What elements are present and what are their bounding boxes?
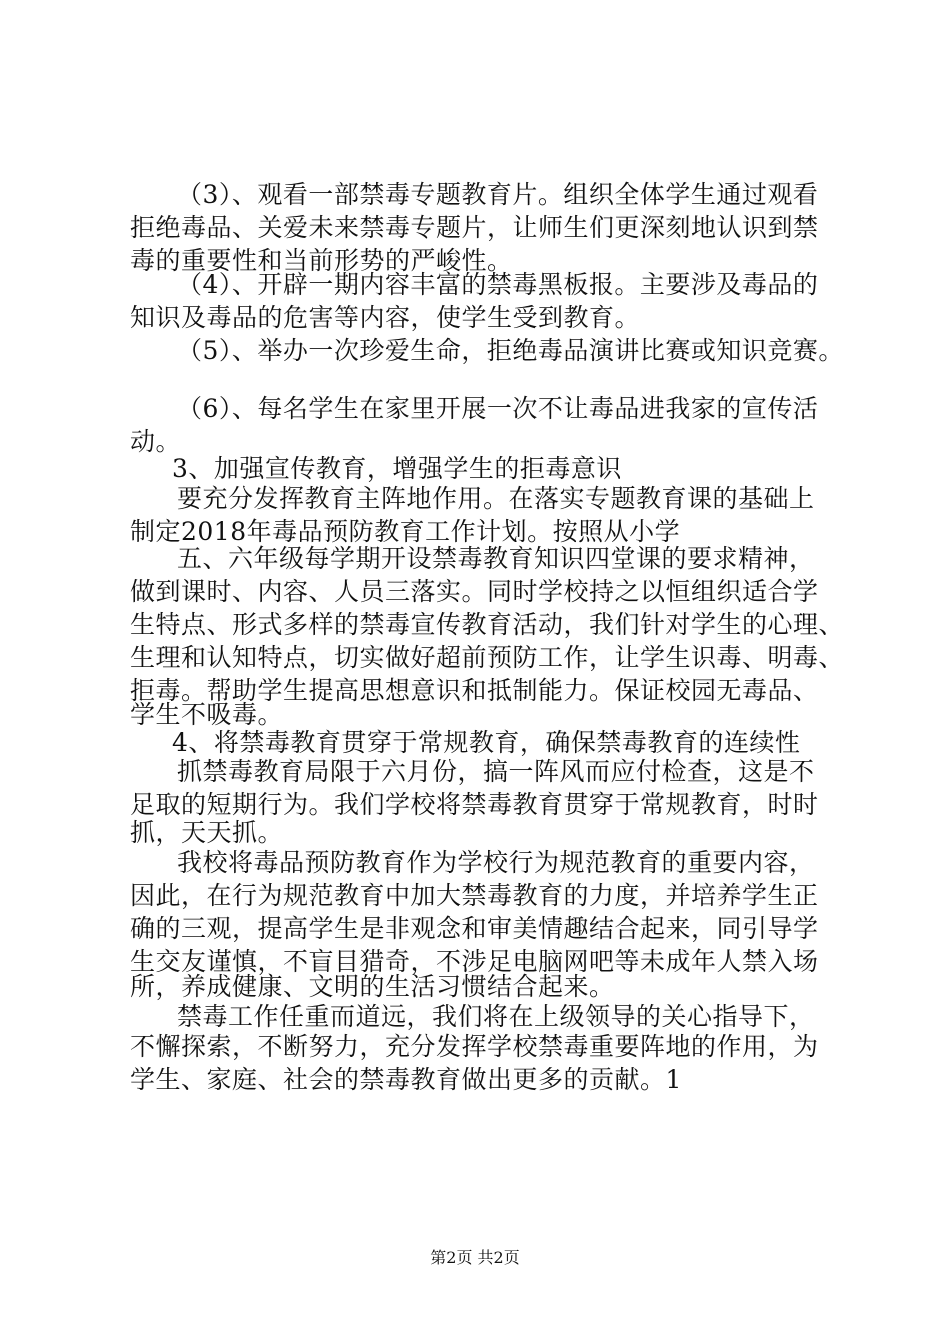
text-line: 生理和认知特点，切实做好超前预防工作，让学生识毒、明毒、 (130, 643, 845, 672)
text-line: 做到课时、内容、人员三落实。同时学校持之以恒组织适合学 (130, 577, 819, 606)
text-line: 因此，在行为规范教育中加大禁毒教育的力度，并培养学生正 (130, 881, 819, 910)
text-line: 确的三观，提高学生是非观念和审美情趣结合起来，同引导学 (130, 914, 819, 943)
text-line: 要充分发挥教育主阵地作用。在落实专题教育课的基础上 (177, 484, 815, 513)
section-heading: 4、将禁毒教育贯穿于常规教育，确保禁毒教育的连续性 (172, 728, 801, 757)
page-footer: 第2页 共2页 (430, 1248, 520, 1267)
text-line: （3）、观看一部禁毒专题教育片。组织全体学生通过观看 (177, 180, 819, 209)
text-line: （5）、举办一次珍爱生命，拒绝毒品演讲比赛或知识竞赛。 (177, 336, 844, 365)
text-line: （6）、每名学生在家里开展一次不让毒品进我家的宣传活 (177, 394, 819, 423)
text-line: 所，养成健康、文明的生活习惯结合起来。 (130, 972, 615, 1001)
text-line: 我校将毒品预防教育作为学校行为规范教育的重要内容， (177, 848, 815, 877)
section-heading: 3、加强宣传教育，增强学生的拒毒意识 (172, 454, 622, 483)
text-line: 抓，天天抓。 (130, 818, 284, 847)
text-line: 拒绝毒品、关爱未来禁毒专题片，让师生们更深刻地认识到禁 (130, 213, 819, 242)
text-line: 生特点、形式多样的禁毒宣传教育活动，我们针对学生的心理、 (130, 610, 845, 639)
text-line: 禁毒工作任重而道远，我们将在上级领导的关心指导下， (177, 1002, 815, 1031)
text-line: （4）、开辟一期内容丰富的禁毒黑板报。主要涉及毒品的 (177, 270, 819, 299)
text-line: 学生不吸毒。 (130, 700, 284, 729)
text-line: 毒的重要性和当前形势的严峻性。 (130, 246, 513, 275)
text-line: 不懈探索，不断努力，充分发挥学校禁毒重要阵地的作用，为 (130, 1032, 819, 1061)
text-line: 制定2018年毒品预防教育工作计划。按照从小学 (130, 517, 681, 546)
text-line: 抓禁毒教育局限于六月份，搞一阵风而应付检查，这是不 (177, 757, 815, 786)
text-line: 五、六年级每学期开设禁毒教育知识四堂课的要求精神， (177, 544, 815, 573)
text-line: 动。 (130, 427, 182, 456)
text-line: 生交友谨慎，不盲目猎奇，不涉足电脑网吧等未成年人禁入场 (130, 947, 819, 976)
text-line: 知识及毒品的危害等内容，使学生受到教育。 (130, 303, 641, 332)
text-line: 足取的短期行为。我们学校将禁毒教育贯穿于常规教育，时时 (130, 790, 819, 819)
text-line: 学生、家庭、社会的禁毒教育做出更多的贡献。1 (130, 1065, 682, 1094)
text-line: 拒毒。帮助学生提高思想意识和抵制能力。保证校园无毒品、 (130, 676, 819, 705)
